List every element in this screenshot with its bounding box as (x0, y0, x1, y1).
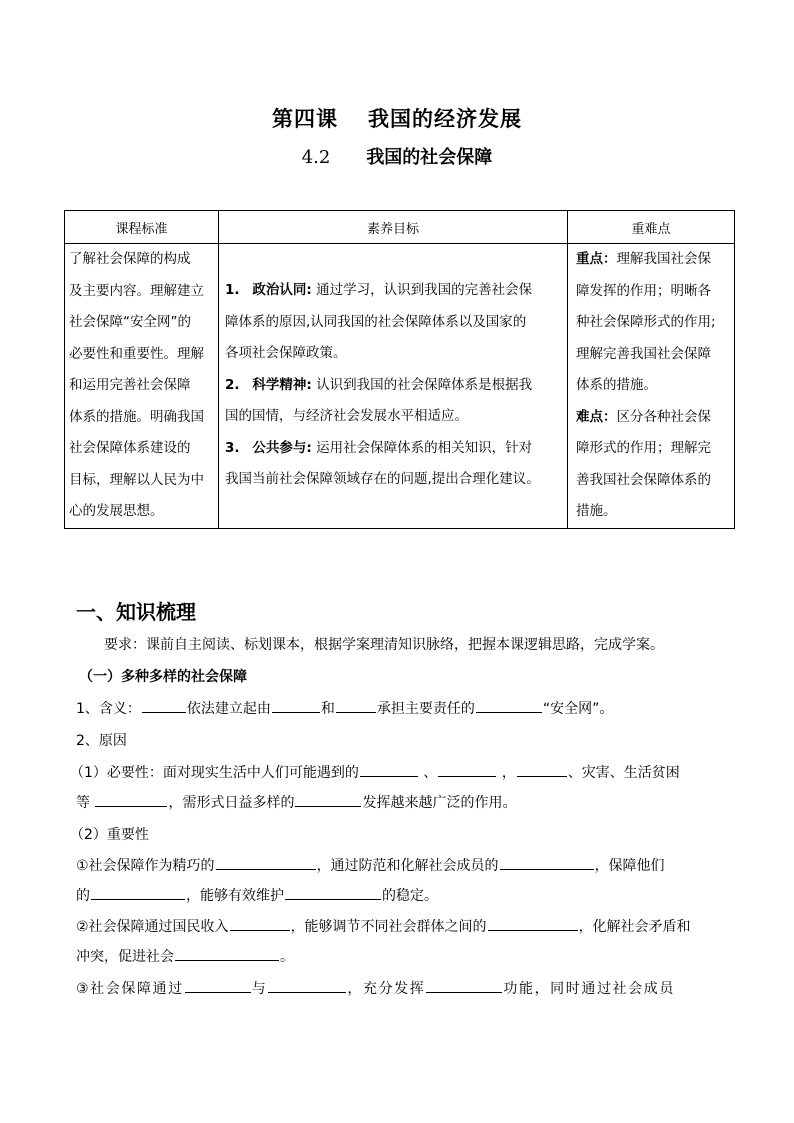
text: ③社会保障通过 (76, 981, 184, 997)
text-line: 体系的措施。 (576, 377, 657, 393)
curriculum-table (64, 210, 735, 529)
text: 、 (423, 765, 438, 781)
goal-2 (225, 370, 563, 402)
text-line: 障发挥的作用；明晰各 (576, 282, 711, 299)
goal-number: 1. (225, 282, 240, 298)
fill-blank[interactable] (295, 792, 361, 807)
text-line: 运用社会保障体系的相关知识，针对 (316, 439, 533, 456)
text: ，能够调节不同社会群体之间的 (290, 919, 487, 935)
text: ，保障他们 (594, 858, 665, 874)
text: 、灾害、生活贫困 (567, 765, 680, 781)
fill-blank[interactable] (285, 885, 381, 900)
fill-blank[interactable] (142, 698, 186, 713)
text: 依法建立起由 (186, 701, 271, 717)
text-line: 认识到我国的社会保障体系是根据我 (316, 376, 533, 393)
fill-blank[interactable] (426, 978, 502, 993)
requirement-text: 要求：课前自主阅读、标划课本，根据学案理清知识脉络，把握本课逻辑思路，完成学案。 (104, 637, 664, 653)
text-line: 我国当前社会保障领域存在的问题,提出合理化建议。 (225, 471, 540, 487)
fill-blank[interactable] (488, 916, 578, 931)
text-line: 理解我国社会保 (616, 251, 711, 267)
key-point-label: 重点： (576, 251, 617, 267)
text: ， (501, 765, 516, 781)
difficult-point (576, 402, 730, 434)
text: ，化解社会矛盾和 (578, 919, 691, 935)
fill-blank[interactable] (336, 698, 376, 713)
text: 和 (320, 701, 335, 717)
text-line: 心的发展思想。 (69, 503, 164, 519)
header-goals: 素养目标 (219, 211, 568, 244)
text-line: 理解完善我国社会保障 (576, 345, 711, 362)
importance-heading: （2）重要性 (70, 827, 149, 843)
text: （1）必要性：面对现实生活中人们可能遇到的 (70, 765, 359, 781)
fill-blank[interactable] (268, 978, 346, 993)
fill-blank[interactable] (91, 885, 185, 900)
text: 1、含义： (76, 701, 141, 717)
text-line: 必要性和重要性。理解 (69, 345, 204, 362)
key-difficult-points-cell (568, 244, 735, 529)
goal-term: 科学精神: (252, 376, 312, 393)
fill-blank[interactable] (175, 946, 279, 961)
text-line: 措施。 (576, 503, 617, 519)
text-line: 社会保障体系建设的 (69, 440, 191, 456)
necessity-line-2 (76, 792, 726, 812)
text: 冲突，促进社会 (76, 949, 174, 965)
text: 与 (251, 981, 268, 997)
table-row (65, 244, 735, 529)
fill-blank[interactable] (360, 762, 418, 777)
fill-blank[interactable] (476, 698, 542, 713)
importance-point-1-line-1 (76, 855, 726, 875)
curriculum-standard-cell (65, 244, 219, 529)
section-title (0, 143, 794, 169)
fill-blank[interactable] (95, 792, 167, 807)
question-1 (76, 698, 726, 718)
section-name: 我国的社会保障 (366, 147, 493, 168)
key-point (576, 244, 730, 276)
text: 发挥越来越广泛的作用。 (362, 795, 517, 811)
necessity-line-1 (70, 762, 720, 782)
text: ，通过防范和化解社会成员的 (316, 858, 499, 874)
section-number: 4.2 (301, 147, 331, 168)
goal-term: 政治认同: (252, 282, 312, 298)
text: 的稳定。 (382, 888, 438, 904)
importance-point-2-line-2 (76, 946, 726, 966)
goal-3 (225, 433, 563, 465)
text-line: 善我国社会保障体系的 (576, 471, 711, 488)
text: ①社会保障作为精巧的 (76, 858, 215, 874)
goal-number: 3. (225, 439, 240, 456)
lesson-label: 第四课 (272, 106, 338, 131)
text-line: 及主要内容。理解建立 (69, 282, 204, 299)
text: 的 (76, 888, 90, 904)
text: ，需形式日益多样的 (168, 795, 295, 811)
text: 等 (76, 795, 90, 811)
fill-blank[interactable] (272, 698, 320, 713)
goal-1 (225, 275, 563, 307)
text: ②社会保障通过国民收入 (76, 919, 229, 935)
importance-point-1-line-2 (76, 885, 726, 905)
table-header-row (65, 211, 735, 244)
header-key-points: 重难点 (568, 211, 735, 244)
importance-point-3-line-1 (76, 978, 726, 998)
difficult-point-label: 难点： (576, 408, 617, 425)
fill-blank[interactable] (500, 855, 594, 870)
text-line: 社会保障“安全网”的 (69, 314, 191, 330)
text-line: 种社会保障形式的作用; (576, 314, 716, 330)
section-heading: 一、知识梳理 (76, 600, 196, 624)
text: “安全网”。 (542, 701, 614, 717)
question-2: 2、原因 (76, 733, 127, 749)
text: ，能够有效维护 (186, 888, 284, 904)
fill-blank[interactable] (185, 978, 251, 993)
text: 。 (280, 949, 294, 965)
text-line: 体系的措施。明确我国 (69, 408, 204, 425)
fill-blank[interactable] (216, 855, 316, 870)
goal-term: 公共参与: (252, 439, 312, 456)
text: 承担主要责任的 (376, 701, 475, 717)
text: ，充分发挥 (347, 981, 426, 997)
text-line: 区分各种社会保 (616, 408, 711, 425)
fill-blank[interactable] (230, 916, 290, 931)
importance-point-2-line-1 (76, 916, 726, 936)
lesson-title (0, 103, 794, 133)
fill-blank[interactable] (517, 762, 567, 777)
text-line: 障体系的原因,认同我国的社会保障体系以及国家的 (225, 313, 527, 330)
goal-number: 2. (225, 376, 240, 393)
text-line: 各项社会保障政策。 (225, 345, 347, 361)
lesson-name: 我国的经济发展 (368, 106, 522, 131)
text-line: 了解社会保障的构成 (69, 251, 191, 267)
text: 功能，同时通过社会成员 (503, 981, 675, 997)
text-line: 国的国情，与经济社会发展水平相适应。 (225, 408, 468, 424)
text-line: 目标，理解以人民为中 (69, 471, 204, 488)
text-line: 障形式的作用；理解完 (576, 440, 711, 456)
fill-blank[interactable] (438, 762, 496, 777)
text-line: 通过学习，认识到我国的完善社会保 (316, 282, 533, 298)
header-standard: 课程标准 (65, 211, 219, 244)
literacy-goals-cell (219, 244, 568, 529)
subsection-heading: （一）多种多样的社会保障 (79, 669, 247, 685)
text-line: 和运用完善社会保障 (69, 377, 191, 393)
